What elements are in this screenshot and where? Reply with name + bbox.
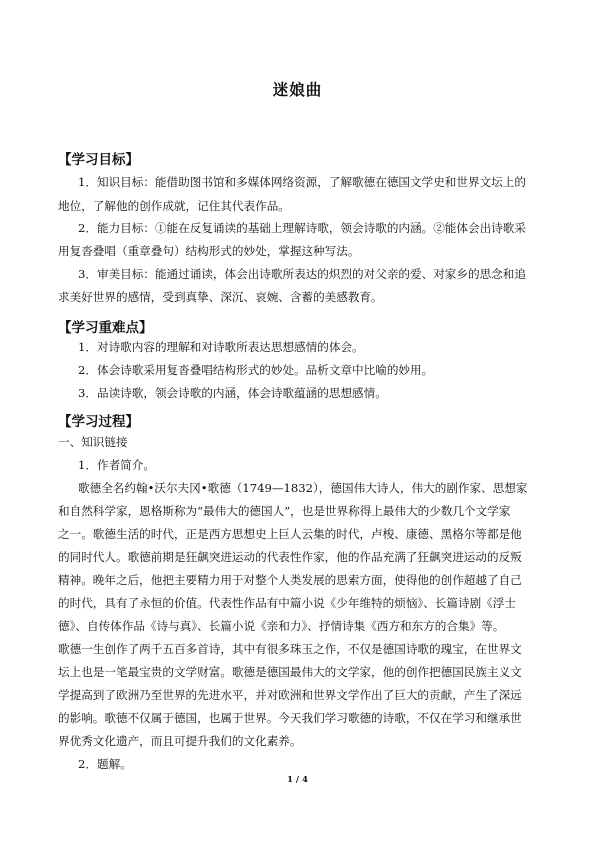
objectives-line: 地位，了解他的创作成就，记住其代表作品。 (58, 199, 290, 213)
biography-line: 界优秀文化遗产，而且可提升我们的文化素养。 (58, 734, 302, 748)
biography-line: 精神。晚年之后，他把主要精力用于对整个人类发展的思索方面，使得他的创作超越了自己 (58, 573, 522, 587)
keypoints-line: 2．体会诗歌采用复沓叠唱结构形式的妙处。品析文章中比喻的妙用。 (78, 363, 434, 377)
section-heading-keypoints: 【学习重难点】 (58, 320, 153, 336)
objectives-line: 求美好世界的感情，受到真挚、深沉、哀婉、含蓄的美感教育。 (58, 290, 383, 304)
biography-line: 学提高到了欧洲乃至世界的先进水平，并对欧洲和世界文学作出了巨大的贡献，产生了深远 (58, 688, 522, 702)
process-item-heading: 1．作者简介。 (78, 458, 155, 472)
biography-line: 的同时代人。歌德前期是狂飙突进运动的代表性作家，他的作品充满了狂飙突进运动的反叛 (58, 550, 522, 564)
objectives-line: 1．知识目标：能借助图书馆和多媒体网络资源，了解歌德在德国文学史和世界文坛上的 (78, 175, 526, 189)
objectives-line: 2．能力目标：①能在反复诵读的基础上理解诗歌，领会诗歌的内涵。②能体会出诗歌采 (78, 221, 526, 235)
biography-line: 和自然科学家，恩格斯称为“最伟大的德国人”，也是世界称得上最伟大的少数几个文学家 (58, 504, 511, 518)
biography-line: 坛上也是一笔最宝贵的文学财富。歌德是德国最伟大的文学家，他的创作把德国民族主义文 (58, 665, 522, 679)
process-part-heading: 一、知识链接 (58, 435, 128, 449)
objectives-line: 3．审美目标：能通过诵读，体会出诗歌所表达的炽烈的对父亲的爱、对家乡的思念和追 (78, 267, 526, 281)
biography-line: 歌德一生创作了两千五百多首诗，其中有很多珠玉之作，不仅是德国诗歌的瑰宝，在世界文 (58, 642, 522, 656)
keypoints-line: 1．对诗歌内容的理解和对诗歌所表达思想感情的体会。 (78, 340, 364, 354)
biography-line: 歌德全名约翰•沃尔夫冈•歌德（1749—1832），德国伟大诗人，伟大的剧作家、思想家 (78, 481, 528, 495)
page-title: 迷娘曲 (272, 81, 323, 99)
biography-line: 之一。歌德生活的时代，正是西方思想史上巨人云集的时代，卢梭、康德、黑格尔等都是他 (58, 527, 522, 541)
section-heading-objectives: 【学习目标】 (58, 152, 139, 168)
process-item-heading: 2．题解。 (78, 757, 132, 771)
biography-line: 德》、自传体作品《诗与真》、长篇小说《亲和力》、抒情诗集《西方和东方的合集》等。 (58, 619, 505, 633)
section-heading-process: 【学习过程】 (58, 414, 139, 430)
objectives-line: 用复沓叠唱（重章叠句）结构形式的妙处，掌握这种写法。 (58, 244, 360, 258)
page-number: 1 / 4 (287, 775, 308, 785)
biography-line: 的时代，具有了永恒的价值。代表性作品有中篇小说《少年维特的烦恼》、长篇诗剧《浮士 (58, 596, 516, 610)
biography-line: 的影响。歌德不仅属于德国，也属于世界。今天我们学习歌德的诗歌，不仅在学习和继承世 (58, 711, 522, 725)
keypoints-line: 3．品读诗歌，领会诗歌的内涵，体会诗歌蕴涵的思想感情。 (78, 386, 387, 400)
